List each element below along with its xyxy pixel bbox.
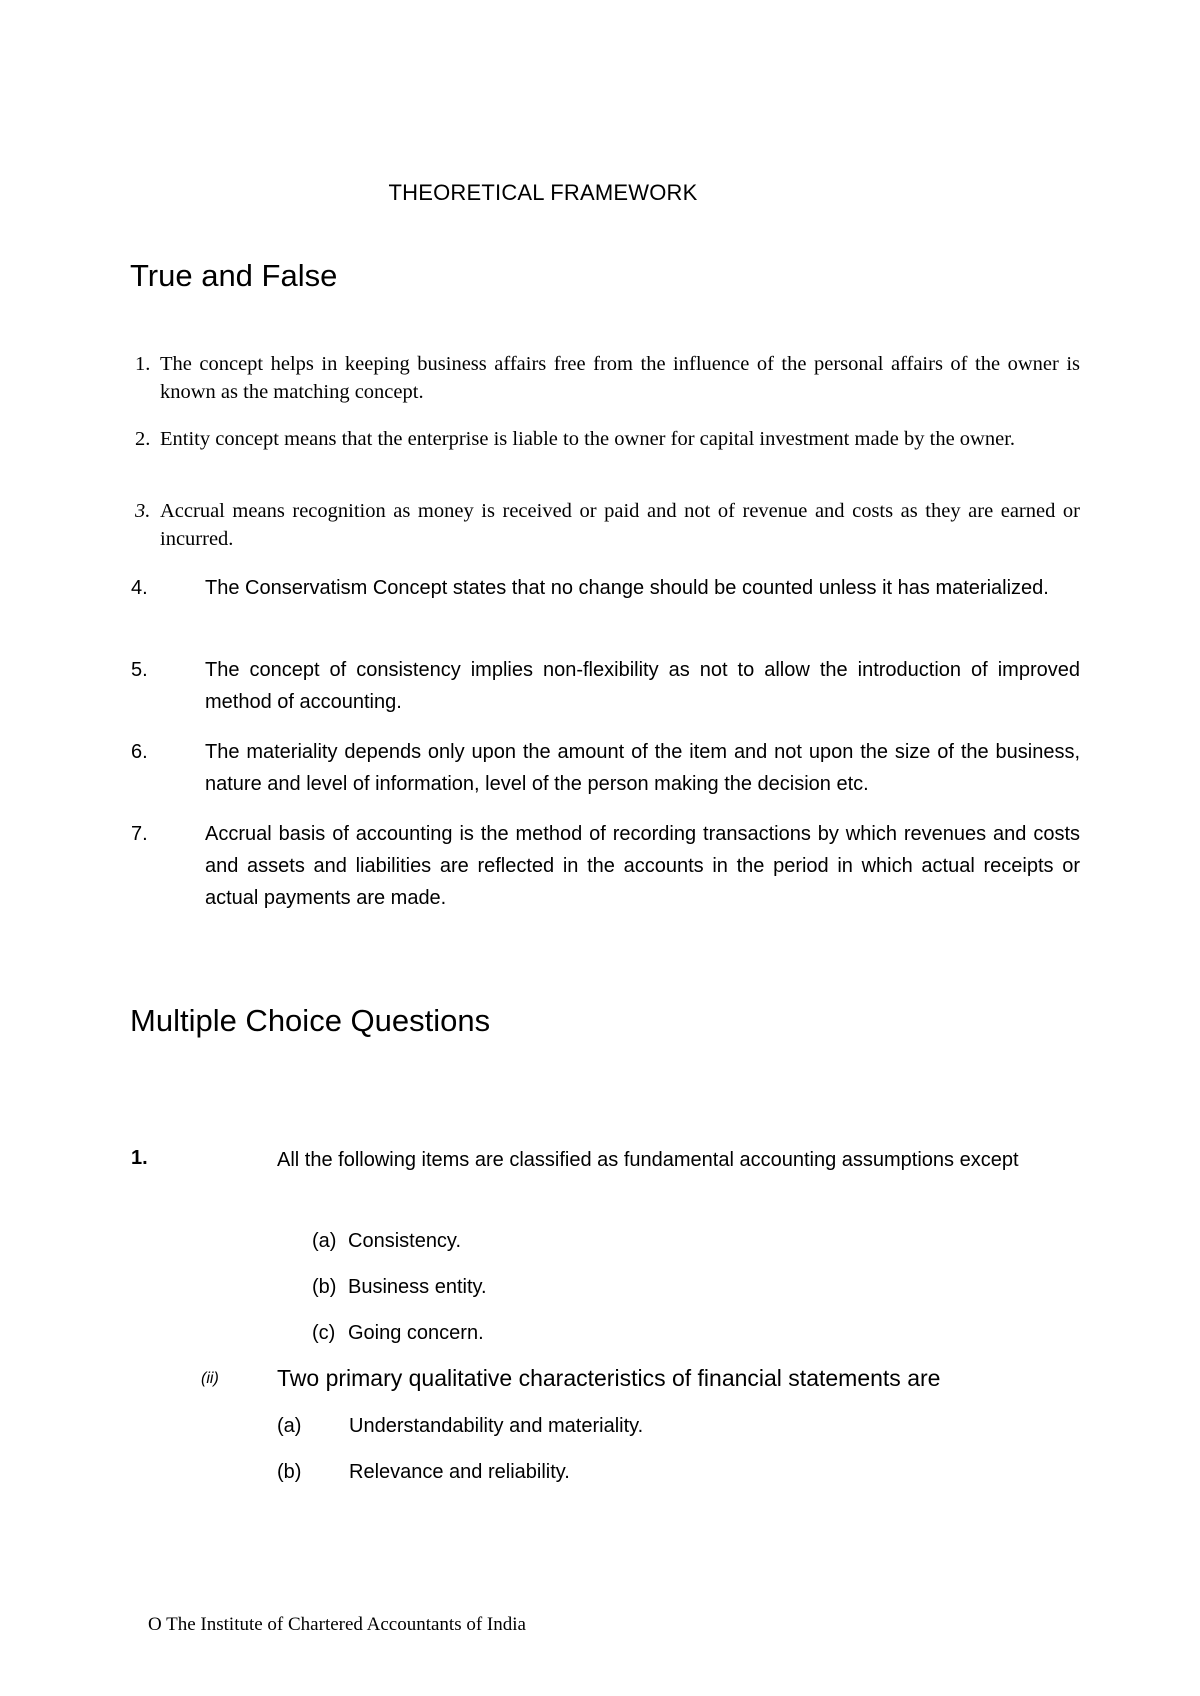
option-text: Going concern. [348,1322,484,1344]
mcq-option [277,1412,643,1440]
tf-item-5 [131,654,1080,718]
option-text: Consistency. [348,1230,462,1252]
option-text: Business entity. [348,1276,487,1298]
mcq-question-text: All the following items are classified as fundamental accounting assumptions except [277,1149,1019,1171]
mcq-option [312,1319,484,1347]
mcq-question-number: 1. [131,1147,148,1169]
mcq-option [277,1458,570,1486]
mcq-question-number: (ii) [201,1370,219,1387]
tf-item-number: 7. [131,823,148,845]
tf-item-text: The concept helps in keeping business affairs free from the influence of the personal affairs of the owner is known as the matching concept. [160,353,1080,403]
tf-item-text: Entity concept means that the enterprise is liable to the owner for capital investment made by the owner. [160,428,1016,450]
tf-item-number: 2. [135,428,151,450]
tf-item-1 [135,350,1080,406]
option-text: Understandability and materiality. [349,1415,644,1437]
tf-item-number: 6. [131,741,148,763]
option-letter: (a) [277,1415,302,1437]
section-heading-mcq: Multiple Choice Questions [130,1003,491,1038]
section-heading-true-false: True and False [130,258,338,293]
tf-item-text: The concept of consistency implies non-flexibility as not to allow the introduction of improved method of accounting. [205,659,1080,713]
option-letter: (b) [277,1461,302,1483]
option-letter: (a) [312,1230,337,1252]
option-letter: (b) [312,1276,337,1298]
tf-item-number: 3. [135,500,151,522]
tf-item-number: 5. [131,659,148,681]
tf-item-3 [135,497,1080,553]
tf-item-4 [131,572,1080,604]
option-text: Relevance and reliability. [349,1461,570,1483]
tf-item-text: Accrual basis of accounting is the method of recording transactions by which revenues and costs and assets and liabilities are reflected in the accounts in the period in which actual receipts or actual payments are made. [205,823,1080,909]
tf-item-number: 4. [131,577,148,599]
tf-item-2 [135,425,1080,453]
mcq-question-text: Two primary qualitative characteristics of financial statements are [277,1365,941,1391]
tf-item-text: The materiality depends only upon the amount of the item and not upon the size of the business, nature and level of information, level of the person making the decision etc. [205,741,1080,795]
mcq-option [312,1227,461,1255]
tf-item-text: Accrual means recognition as money is received or paid and not of revenue and costs as they are earned or incurred. [160,500,1080,550]
tf-item-7 [131,818,1080,914]
mcq-option [312,1273,487,1301]
tf-item-6 [131,736,1080,800]
tf-item-text: The Conservatism Concept states that no change should be counted unless it has materialized. [205,577,1049,599]
page-title: THEORETICAL FRAMEWORK [388,180,698,205]
option-letter: (c) [312,1322,336,1344]
footer-copyright: O The Institute of Chartered Accountants of India [148,1614,526,1635]
tf-item-number: 1. [135,353,151,375]
